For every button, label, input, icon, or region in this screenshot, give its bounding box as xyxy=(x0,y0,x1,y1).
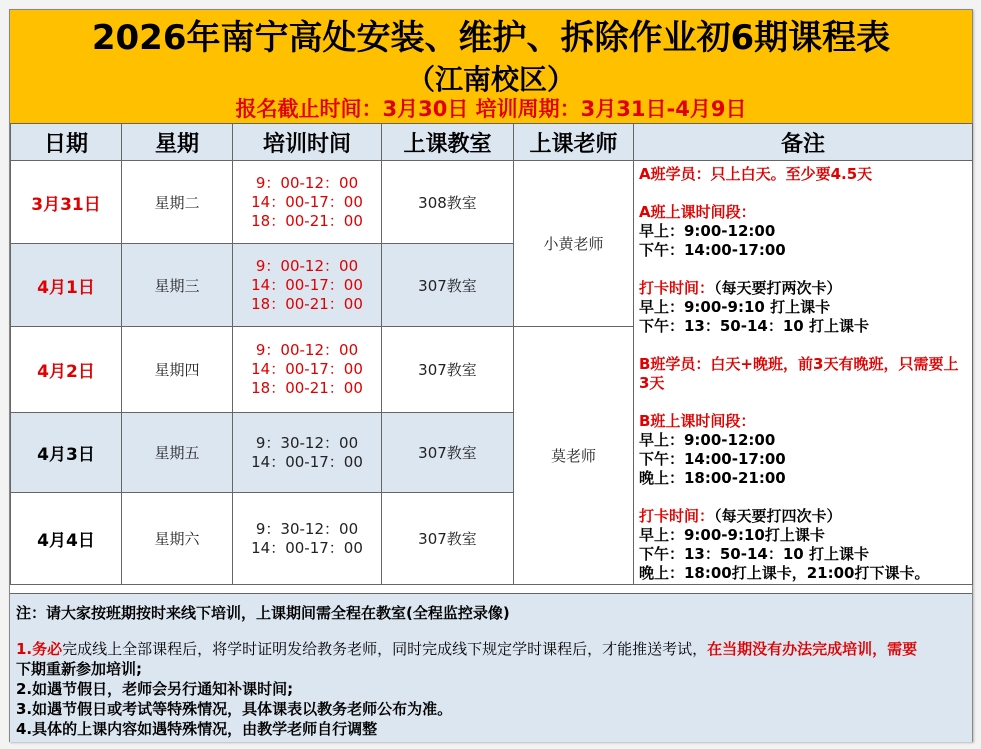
note-a-morning: 早上：9:00-12:00 xyxy=(639,222,776,240)
teacher-cell: 小黄老师 xyxy=(514,161,634,327)
schedule-table xyxy=(10,123,973,585)
room-cell: 308教室 xyxy=(382,161,514,244)
date-cell: 4月4日 xyxy=(11,493,122,585)
table-row xyxy=(11,161,973,244)
campus-label: （江南校区） xyxy=(406,63,575,96)
room-cell: 307教室 xyxy=(382,244,514,327)
time-cell xyxy=(233,413,382,493)
time-slot: 14：00-17：00 xyxy=(251,192,363,211)
time-cell xyxy=(233,161,382,244)
time-slot: 18：00-21：00 xyxy=(251,379,363,397)
note-b-class: B班学员：白天+晚班，前3天有晚班，只需要上3天 xyxy=(639,355,959,392)
room-cell: 307教室 xyxy=(382,413,514,493)
time-slot: 14：00-17：00 xyxy=(251,452,363,471)
room-cell: 307教室 xyxy=(382,327,514,413)
footer-item-3: 3.如遇节假日或考试等特殊情况，具体课表以教务老师公布为准。 xyxy=(16,700,453,718)
time-slot: 14：00-17：00 xyxy=(251,360,363,378)
time-slot: 9：00-12：00 xyxy=(255,256,359,275)
note-a-punch-afternoon: 下午：13：50-14：10 打上课卡 xyxy=(639,317,869,335)
col-header-date: 日期 xyxy=(11,124,122,161)
note-b-morning: 早上：9:00-12:00 xyxy=(639,431,776,449)
col-header-teacher: 上课老师 xyxy=(514,124,634,161)
footer-item-1-body: 完成线上全部课程后，将学时证明发给教务老师，同时完成线下规定学时课程后，才能推送考试， xyxy=(62,640,708,658)
time-slot: 18：00-21：00 xyxy=(251,211,363,230)
time-cell xyxy=(233,327,382,413)
weekday-cell: 星期二 xyxy=(122,161,233,244)
notes-cell xyxy=(634,161,973,585)
note-b-time-title: B班上课时间段： xyxy=(639,412,756,430)
note-a-time-title: A班上课时间段： xyxy=(639,203,756,221)
footer-item-2: 2.如遇节假日，老师会另行通知补课时间; xyxy=(16,680,294,698)
time-cell xyxy=(233,244,382,327)
col-header-time: 培训时间 xyxy=(233,124,382,161)
note-b-punch-afternoon: 下午：13：50-14：10 打上课卡 xyxy=(639,545,869,563)
footer-item-1-warning-cont: 下期重新参加培训; xyxy=(16,660,142,678)
note-a-punch-desc: （每天要打两次卡） xyxy=(714,279,842,297)
time-cell xyxy=(233,493,382,585)
note-b-punch-title: 打卡时间： xyxy=(639,507,715,525)
teacher-cell: 莫老师 xyxy=(514,327,634,585)
date-cell: 3月31日 xyxy=(11,161,122,244)
footer-item-1 xyxy=(16,640,968,659)
footer-notes xyxy=(10,593,972,742)
note-b-evening: 晚上：18:00-21:00 xyxy=(639,469,786,487)
schedule-sheet xyxy=(9,9,973,742)
note-a-punch-title: 打卡时间： xyxy=(639,279,715,297)
time-slot: 14：00-17：00 xyxy=(251,538,363,557)
note-a-punch-morning: 早上：9:00-9:10 打上课卡 xyxy=(639,298,831,316)
date-cell: 4月3日 xyxy=(11,413,122,493)
col-header-notes: 备注 xyxy=(634,124,973,161)
enrollment-period: 报名截止时间：3月30日 培训周期：3月31日-4月9日 xyxy=(235,97,747,121)
col-header-room: 上课教室 xyxy=(382,124,514,161)
weekday-cell: 星期六 xyxy=(122,493,233,585)
footer-item-1-lead: 1.务必 xyxy=(16,640,63,658)
room-cell: 307教室 xyxy=(382,493,514,585)
date-cell: 4月2日 xyxy=(11,327,122,413)
date-cell: 4月1日 xyxy=(11,244,122,327)
note-b-punch-evening: 晚上：18:00打上课卡，21:00打下课卡。 xyxy=(639,564,930,582)
time-slot: 9：30-12：00 xyxy=(255,519,359,538)
col-header-weekday: 星期 xyxy=(122,124,233,161)
note-a-afternoon: 下午：14:00-17:00 xyxy=(639,241,786,259)
note-b-punch-desc: （每天要打四次卡） xyxy=(714,507,842,525)
weekday-cell: 星期五 xyxy=(122,413,233,493)
time-slot: 9：30-12：00 xyxy=(255,433,359,452)
title-banner xyxy=(10,10,972,124)
time-slot: 9：00-12：00 xyxy=(255,341,359,359)
footer-item-4: 4.具体的上课内容如遇特殊情况，由教学老师自行调整 xyxy=(16,720,378,738)
page-title: 2026年南宁高处安装、维护、拆除作业初6期课程表 xyxy=(91,18,891,58)
note-b-afternoon: 下午：14:00-17:00 xyxy=(639,450,786,468)
note-a-class: A班学员：只上白天。至少要4.5天 xyxy=(639,165,873,183)
weekday-cell: 星期四 xyxy=(122,327,233,413)
footer-item-1-warning: 在当期没有办法完成培训，需要 xyxy=(707,640,918,658)
note-b-punch-morning: 早上：9:00-9:10打上课卡 xyxy=(639,526,825,544)
weekday-cell: 星期三 xyxy=(122,244,233,327)
time-slot: 18：00-21：00 xyxy=(251,294,363,313)
table-header-row xyxy=(11,124,973,161)
footer-notice: 注：请大家按班期按时来线下培训，上课期间需全程在教室(全程监控录像) xyxy=(16,604,510,622)
time-slot: 9：00-12：00 xyxy=(255,173,359,192)
time-slot: 14：00-17：00 xyxy=(251,275,363,294)
